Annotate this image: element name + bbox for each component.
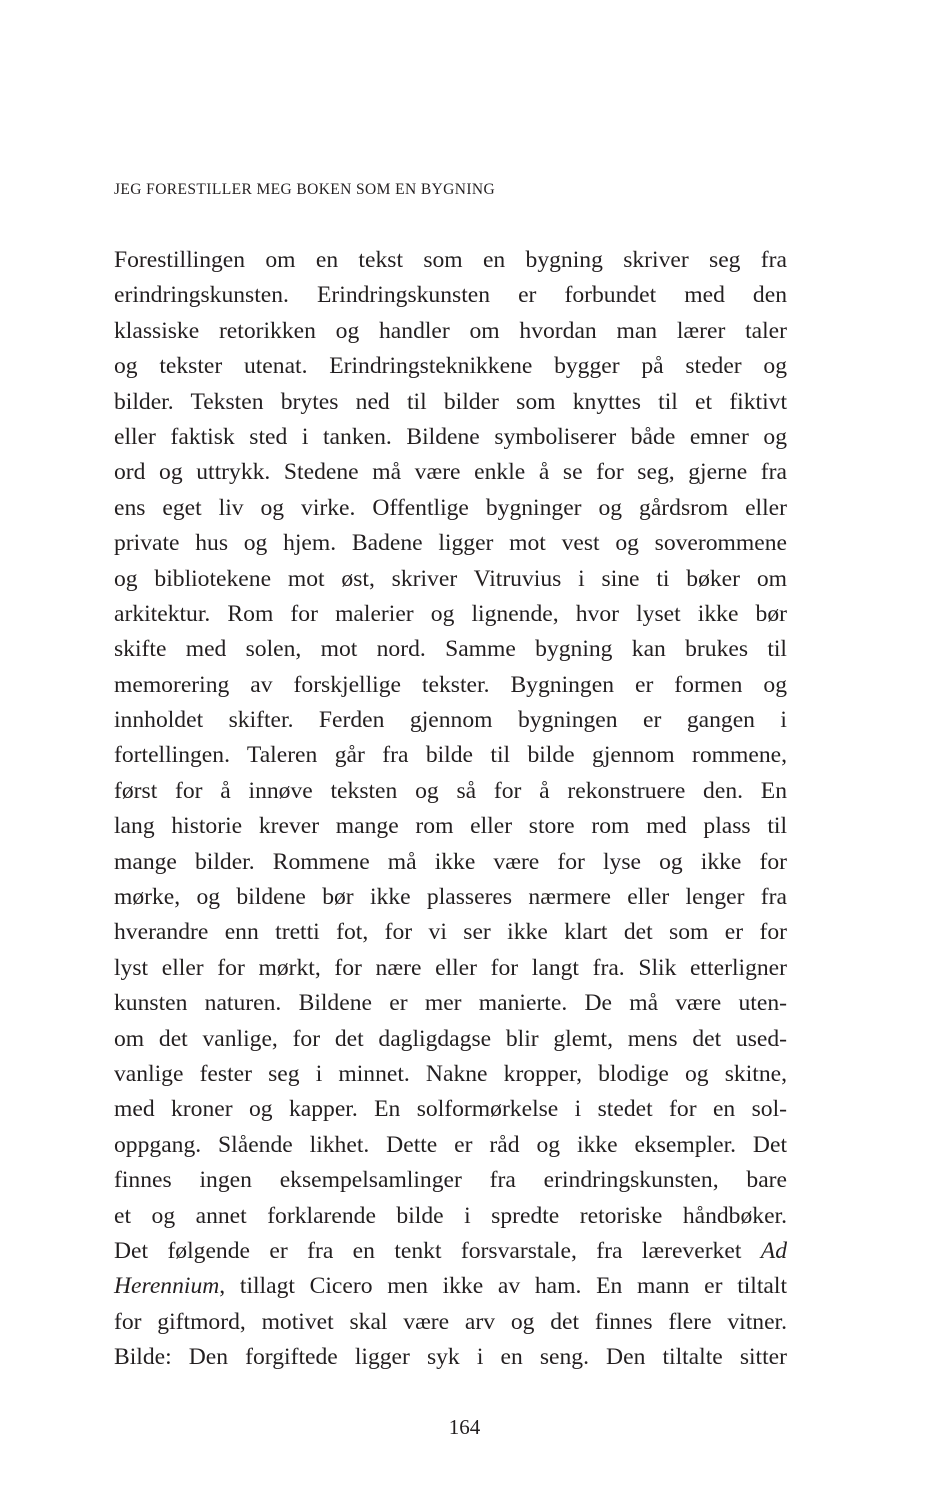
text-line: fortellingen. Taleren går fra bilde til bilde gjennom rommene,	[114, 742, 787, 769]
text-line: innholdet skifter. Ferden gjennom bygningen er gangen i	[114, 707, 787, 734]
text-line: for giftmord, motivet skal være arv og det finnes flere vitner.	[114, 1308, 787, 1335]
text-line: og bibliotekene mot øst, skriver Vitruvius i sine ti bøker om	[114, 565, 787, 592]
text-line: oppgang. Slående likhet. Dette er råd og ikke eksempler. Det	[114, 1131, 787, 1158]
text-line: et og annet forklarende bilde i spredte retoriske håndbøker.	[114, 1202, 787, 1229]
text-line: med kroner og kapper. En solformørkelse i stedet for en sol-	[114, 1096, 787, 1123]
text-run: Det følgende er fra en tenkt forsvarstale, fra læreverket	[114, 1237, 742, 1264]
text-line: ens eget liv og virke. Offentlige bygninger og gårdsrom eller	[114, 494, 787, 521]
text-line: finnes ingen eksempelsamlinger fra erindringskunsten, bare	[114, 1167, 787, 1194]
text-line: ord og uttrykk. Stedene må være enkle å se for seg, gjerne fra	[114, 459, 787, 486]
italic-title-part: Ad	[760, 1237, 787, 1264]
text-line: bilder. Teksten brytes ned til bilder som knyttes til et fiktivt	[114, 388, 787, 415]
text-line: og tekster utenat. Erindringsteknikkene bygger på steder og	[114, 353, 787, 380]
text-line-with-italic	[114, 1234, 787, 1269]
running-head: JEG FORESTILLER MEG BOKEN SOM EN BYGNING	[114, 181, 496, 198]
text-line: lang historie krever mange rom eller store rom med plass til	[114, 813, 787, 840]
text-line: eller faktisk sted i tanken. Bildene symboliserer både emner og	[114, 423, 787, 450]
text-line: private hus og hjem. Badene ligger mot vest og soverommene	[114, 530, 787, 557]
text-line: arkitektur. Rom for malerier og lignende, hvor lyset ikke bør	[114, 600, 787, 627]
text-line: vanlige fester seg i minnet. Nakne kropper, blodige og skitne,	[114, 1060, 787, 1087]
text-line: mørke, og bildene bør ikke plasseres nærmere eller lenger fra	[114, 884, 787, 911]
text-line: lyst eller for mørkt, for nære eller for langt fra. Slik etterligner	[114, 954, 787, 981]
text-line: hverandre enn tretti fot, for vi ser ikke klart det som er for	[114, 919, 787, 946]
text-line: erindringskunsten. Erindringskunsten er forbundet med den	[114, 282, 787, 309]
text-line-with-italic	[114, 1269, 787, 1304]
text-line: om det vanlige, for det dagligdagse blir glemt, mens det used-	[114, 1025, 787, 1052]
text-line: memorering av forskjellige tekster. Bygningen er formen og	[114, 671, 787, 698]
page-number: 164	[448, 1415, 481, 1439]
text-line: mange bilder. Rommene må ikke være for lyse og ikke for	[114, 848, 787, 875]
text-line: Bilde: Den forgiftede ligger syk i en seng. Den tiltalte sitter	[114, 1344, 787, 1371]
text-line: skifte med solen, mot nord. Samme bygning kan brukes til	[114, 636, 787, 663]
body-text	[114, 243, 787, 1376]
text-line: kunsten naturen. Bildene er mer manierte. De må være uten-	[114, 990, 787, 1017]
text-run: , tillagt Cicero men ikke av ham. En mann er tiltalt	[219, 1273, 787, 1300]
text-line: Forestillingen om en tekst som en bygning skriver seg fra	[114, 247, 787, 273]
italic-title-part: Herennium	[114, 1273, 220, 1300]
text-line: klassiske retorikken og handler om hvordan man lærer taler	[114, 317, 787, 344]
text-line: først for å innøve teksten og så for å rekonstruere den. En	[114, 777, 787, 804]
